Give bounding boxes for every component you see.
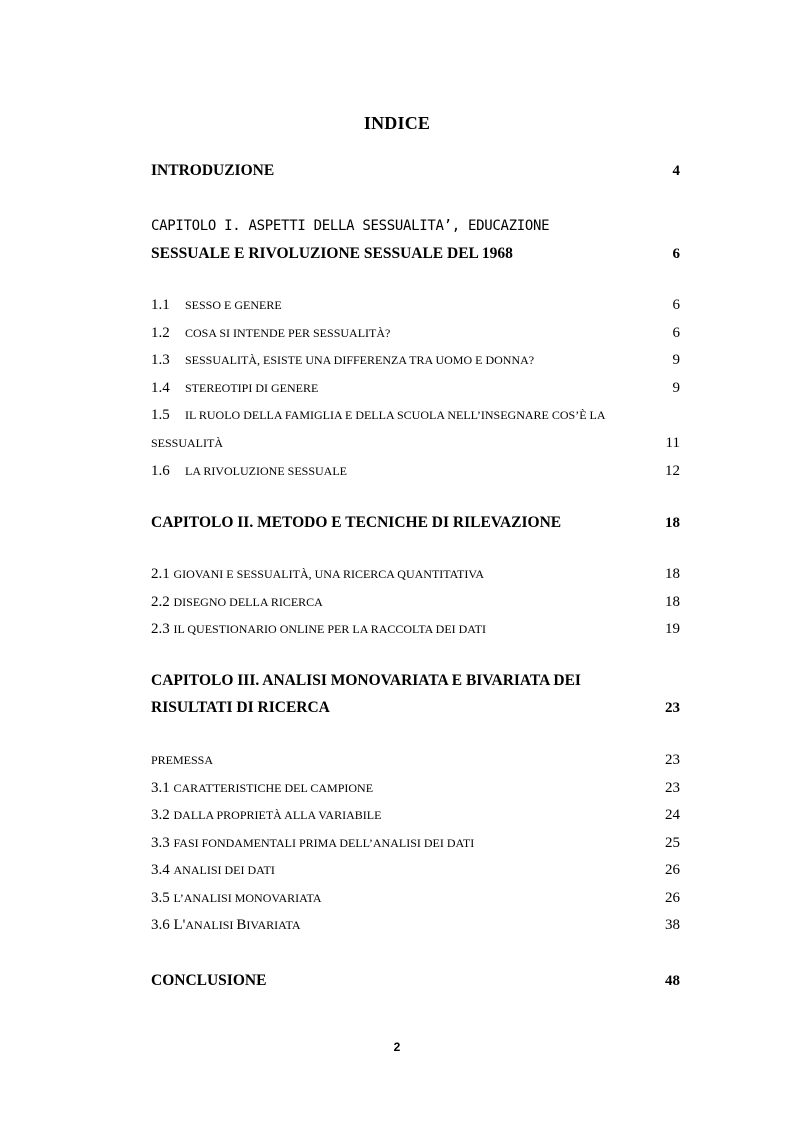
toc-section-1-2[interactable] xyxy=(151,323,680,343)
section-label-a: L' xyxy=(173,917,186,933)
toc-section-3-3[interactable] xyxy=(151,833,680,853)
entry-page: 23 xyxy=(665,700,680,716)
toc-section-3-1[interactable] xyxy=(151,778,680,798)
section-number: 3.2 xyxy=(151,807,170,823)
section-number: 3.6 xyxy=(151,917,170,933)
toc-section-2-1[interactable] xyxy=(151,564,680,584)
entry-label: SESSUALE E RIVOLUZIONE SESSUALE DEL 1968 xyxy=(151,245,513,262)
section-label: SESSUALITÀ, ESISTE UNA DIFFERENZA TRA UOMO E DONNA? xyxy=(185,353,535,367)
section-number: 2.2 xyxy=(151,594,170,610)
toc-section-1-5[interactable] xyxy=(151,405,680,425)
section-label: PREMESSA xyxy=(151,753,214,767)
entry-page: 48 xyxy=(665,973,680,989)
toc-section-3-5[interactable] xyxy=(151,888,680,908)
toc-chapter2[interactable] xyxy=(151,513,680,533)
toc-section-1-1[interactable] xyxy=(151,295,680,315)
toc-section-1-5-cont[interactable] xyxy=(151,433,680,453)
entry-page: 26 xyxy=(665,862,680,878)
section-number: 1.3 xyxy=(151,352,170,368)
entry-page: 9 xyxy=(672,380,680,396)
section-number: 1.6 xyxy=(151,463,170,479)
entry-page: 12 xyxy=(665,463,680,479)
entry-page: 18 xyxy=(665,594,680,610)
entry-label: CONCLUSIONE xyxy=(151,972,267,989)
toc-chapter3-line2[interactable] xyxy=(151,698,680,718)
section-number: 2.3 xyxy=(151,621,170,637)
section-number: 3.1 xyxy=(151,780,170,796)
toc-entry-introduzione[interactable] xyxy=(151,161,680,181)
section-label: COSA SI INTENDE PER SESSUALITÀ? xyxy=(185,326,391,340)
entry-page: 18 xyxy=(665,566,680,582)
section-label: STEREOTIPI DI GENERE xyxy=(185,381,319,395)
section-number: 3.3 xyxy=(151,835,170,851)
entry-page: 6 xyxy=(672,325,680,341)
section-label: DISEGNO DELLA RICERCA xyxy=(173,595,323,609)
section-label: DALLA PROPRIETÀ ALLA VARIABILE xyxy=(173,808,382,822)
toc-section-3-4[interactable] xyxy=(151,860,680,880)
section-label-continued: SESSUALITÀ xyxy=(151,436,224,450)
entry-label: INTRODUZIONE xyxy=(151,162,275,179)
section-label: IL QUESTIONARIO ONLINE PER LA RACCOLTA DEI DATI xyxy=(173,622,486,636)
section-label: GIOVANI E SESSUALITÀ, UNA RICERCA QUANTITATIVA xyxy=(173,567,485,581)
section-number: 1.2 xyxy=(151,325,170,341)
entry-page: 9 xyxy=(672,352,680,368)
toc-section-1-6[interactable] xyxy=(151,461,680,481)
entry-page: 26 xyxy=(665,890,680,906)
section-number: 3.5 xyxy=(151,890,170,906)
entry-page: 11 xyxy=(665,435,680,451)
section-label: SESSO E GENERE xyxy=(185,298,282,312)
entry-page: 38 xyxy=(665,917,680,933)
section-number: 1.4 xyxy=(151,380,170,396)
toc-entry-conclusione[interactable] xyxy=(151,971,680,991)
section-number: 2.1 xyxy=(151,566,170,582)
entry-page: 6 xyxy=(672,297,680,313)
entry-page: 24 xyxy=(665,807,680,823)
toc-section-premessa[interactable] xyxy=(151,750,680,770)
entry-page: 23 xyxy=(665,752,680,768)
toc-section-1-4[interactable] xyxy=(151,378,680,398)
toc-chapter1-line2[interactable] xyxy=(151,244,680,264)
toc-section-2-3[interactable] xyxy=(151,619,680,639)
section-label: L’ANALISI MONOVARIATA xyxy=(173,891,322,905)
entry-page: 25 xyxy=(665,835,680,851)
entry-label: CAPITOLO II. METODO E TECNICHE DI RILEVAZIONE xyxy=(151,514,562,531)
toc-section-1-3[interactable] xyxy=(151,350,680,370)
toc-chapter1-line1[interactable]: CAPITOLO I. ASPETTI DELLA SESSUALITA’, EDUCAZIONE xyxy=(151,218,550,234)
section-label-b: ANALISI xyxy=(185,918,237,932)
section-label-d: IVARIATA xyxy=(246,918,301,932)
entry-page: 4 xyxy=(672,163,680,179)
page-number: 2 xyxy=(393,1040,401,1054)
entry-page: 18 xyxy=(665,515,680,531)
section-label: ANALISI DEI DATI xyxy=(173,863,275,877)
section-label: IL RUOLO DELLA FAMIGLIA E DELLA SCUOLA NELL’INSEGNARE COS’È LA xyxy=(185,408,606,422)
section-label: LA RIVOLUZIONE SESSUALE xyxy=(185,464,347,478)
section-label-c: B xyxy=(236,917,247,933)
entry-page: 6 xyxy=(672,246,680,262)
toc-section-2-2[interactable] xyxy=(151,592,680,612)
toc-section-3-2[interactable] xyxy=(151,805,680,825)
toc-section-3-6[interactable] xyxy=(151,915,680,935)
section-number: 1.5 xyxy=(151,407,170,423)
page-title: INDICE xyxy=(363,113,431,133)
section-label: FASI FONDAMENTALI PRIMA DELL’ANALISI DEI DATI xyxy=(173,836,475,850)
toc-chapter3-line1[interactable]: CAPITOLO III. ANALISI MONOVARIATA E BIVARIATA DEI xyxy=(151,672,581,689)
section-number: 1.1 xyxy=(151,297,170,313)
section-label: CARATTERISTICHE DEL CAMPIONE xyxy=(173,781,374,795)
entry-page: 19 xyxy=(665,621,680,637)
entry-page: 23 xyxy=(665,780,680,796)
section-number: 3.4 xyxy=(151,862,170,878)
entry-label: RISULTATI DI RICERCA xyxy=(151,699,330,716)
